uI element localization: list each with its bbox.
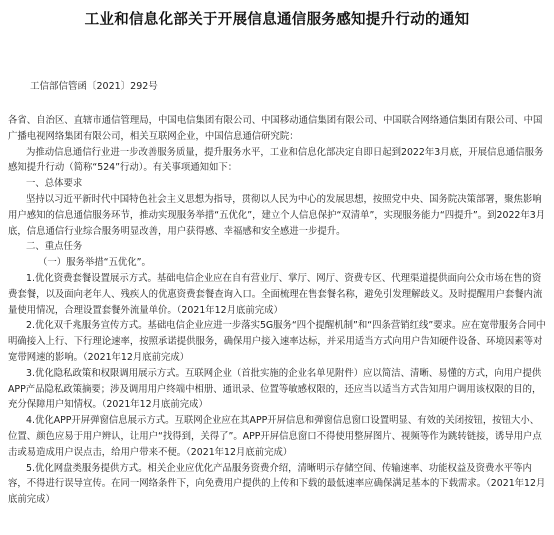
addressee-paragraph: 各省、自治区、直辖市通信管理局，中国电信集团有限公司、中国移动通信集团有限公司、中国联合网络通信集团有限公司、中国广播电视网络集团有限公司，相关互联网企业，中国信息通信研究院： [8,115,543,142]
task-item-4: 4.优化APP开屏弹窗信息展示方式。互联网企业应在其APP开屏信息和弹窗信息窗口设置明显、有效的关闭按钮，按钮大小、位置、颜色应易于用户辨认，让用户“找得到，关得了”。APP开屏信息窗口不得使用整屏图片、视频等作为跳转链接，诱导用户点击或易造成用户误点击，给用户带来不便。（2021年12月底前完成） [8,415,542,458]
task-item-5: 5.优化网盘类服务提供方式。相关企业应优化产品服务资费介绍，清晰明示存储空间、传输速率、功能权益及资费水平等内容，不得进行误导宣传。在同一网络条件下，向免费用户提供的上传和下载的最低速率应确保满足基本的下载需求。（2021年12月底前完成） [8,462,546,506]
subsection-heading-five-optimizations: （一）服务举措“五优化”。 [38,257,151,269]
section-heading-tasks: 二、重点任务 [26,241,83,253]
task-item-1: 1.优化资费套餐设置展示方式。基础电信企业应在自有营业厅、掌厅、网厅、资费专区、代理渠道提供面向公众市场在售的资费套餐，以及面向老年人、残疾人的优惠资费套餐查询入口。全面梳理在售套餐名称，避免引发理解歧义。及时提醒用户套餐内流量使用情况，合理设置套餐外流量单价。（2021年12月底前完成） [8,272,543,316]
document-body [8,113,546,508]
intro-paragraph: 为推动信息通信行业进一步改善服务质量，提升服务水平，工业和信息化部决定自即日起到2022年3月底，开展信息通信服务感知提升行动（简称“524”行动）。有关事项通知如下： [8,146,544,174]
task-item-3: 3.优化隐私政策和权限调用展示方式。互联网企业（首批实施的企业名单见附件）应以简洁、清晰、易懂的方式，向用户提供APP产品隐私政策摘要；涉及调用用户终端中相册、通讯录、位置等敏感权限的，还应当以适当方式告知用户调用该权限的目的，充分保障用户知情权。（2021年12月底前完成） [8,367,542,411]
document-number: 工信部信管函〔2021〕292号 [30,81,158,92]
task-item-2: 2.优化双千兆服务宣传方式。基础电信企业应进一步落实5G服务“四个提醒机制”和“四条营销红线”要求。应在宽带服务合同中明确接入上行、下行理论速率，按照承诺提供服务，确保用户接入速率达标，并采用适当方式向用户告知硬件设备、环境因素等对宽带网速的影响。（2021年12月底前完成） [8,320,546,363]
general-requirements-paragraph: 坚持以习近平新时代中国特色社会主义思想为指导，贯彻以人民为中心的发展思想，按照党中央、国务院决策部署，聚焦影响用户感知的信息通信服务环节，推动实现服务举措“五优化”，建立个人信息保护“双清单”，实现服务能力“四提升”。到2022年3月底，信息通信行业综合服务明显改善，用户获得感、幸福感和安全感进一步提升。 [8,193,546,237]
section-heading-general: 一、总体要求 [26,178,83,190]
document-title: 工业和信息化部关于开展信息通信服务感知提升行动的通知 [84,12,470,28]
